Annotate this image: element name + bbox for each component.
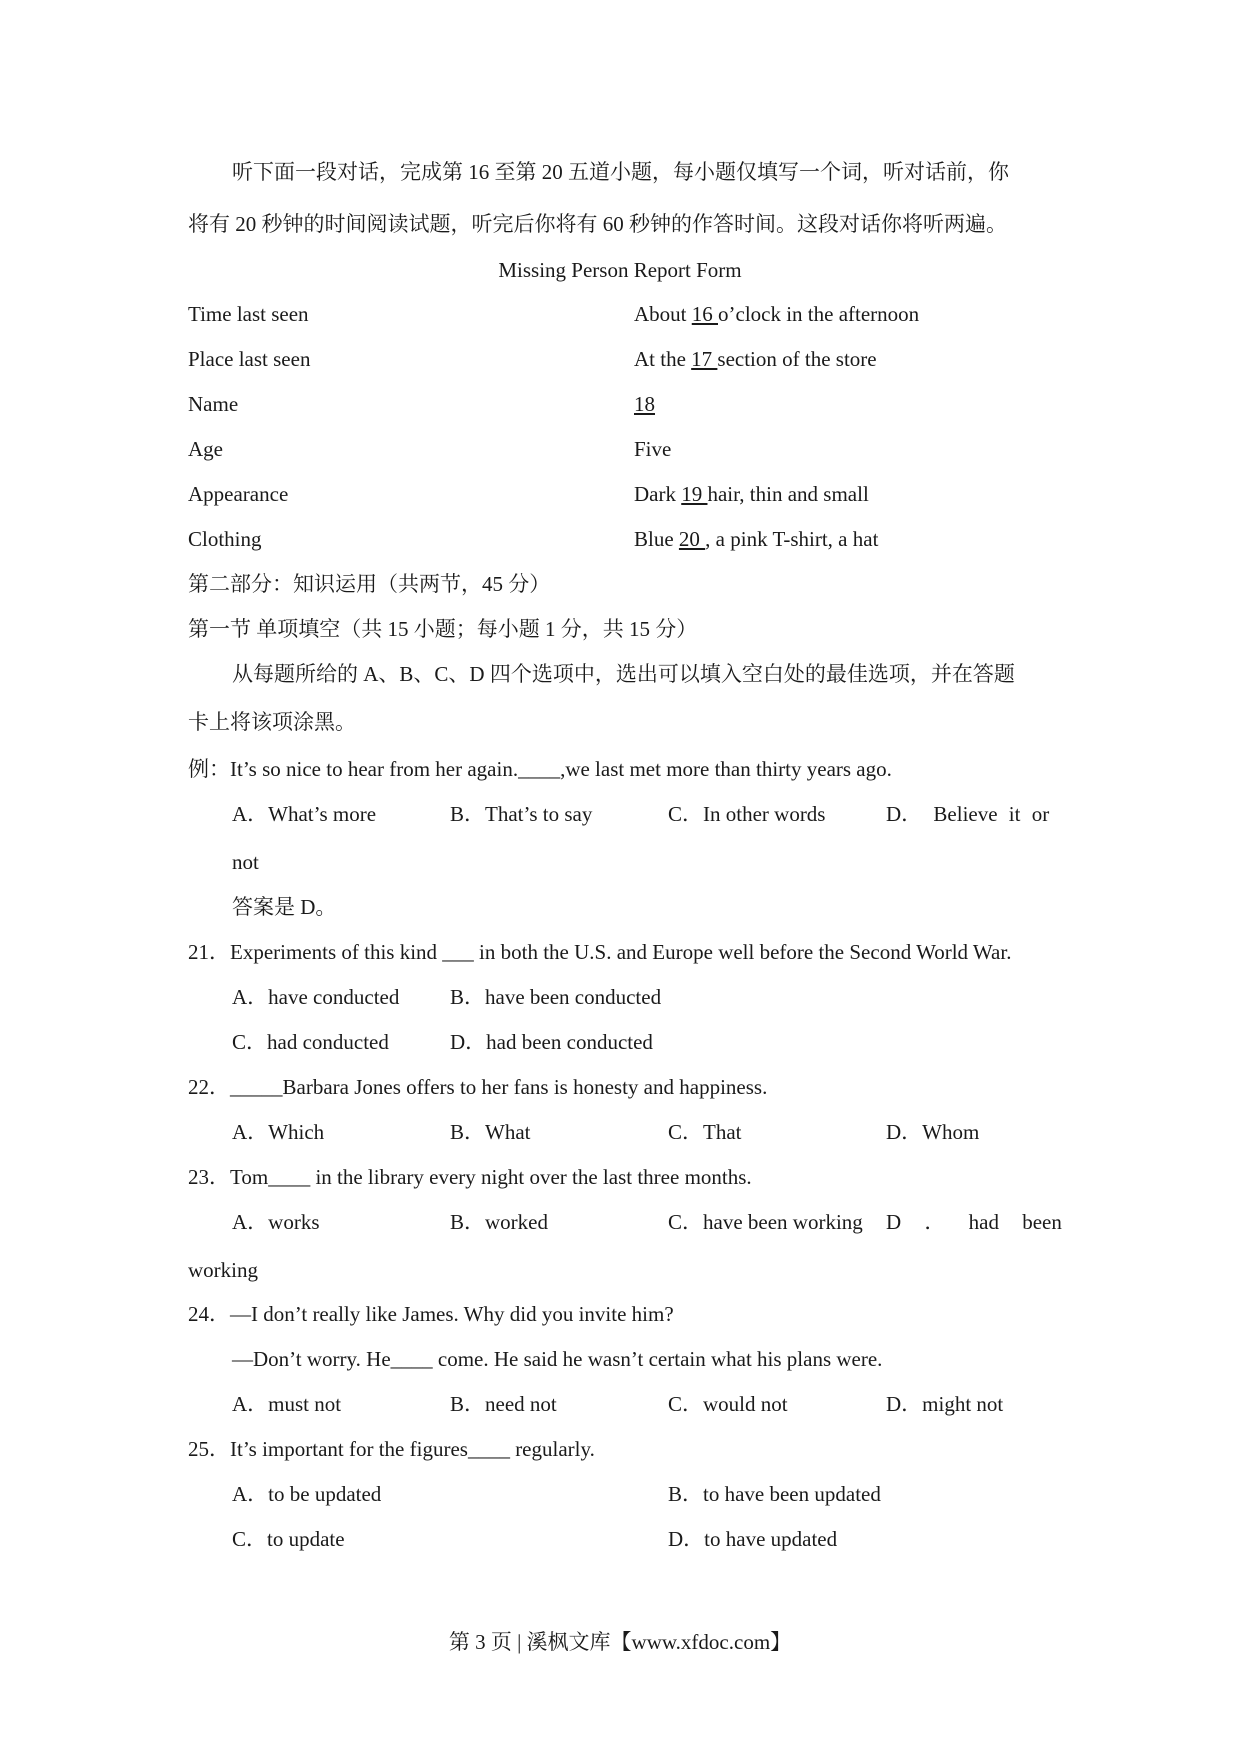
blank-19: 19 bbox=[681, 482, 708, 506]
q24-option-b: B．need not bbox=[450, 1392, 557, 1416]
form-label-clothing: Clothing bbox=[188, 527, 262, 551]
example-answer: 答案是 D。 bbox=[232, 895, 337, 919]
q21-option-d: D．had been conducted bbox=[450, 1030, 653, 1054]
form-title: Missing Person Report Form bbox=[498, 258, 742, 282]
q23-option-d-cont: working bbox=[188, 1258, 258, 1282]
form-label-appearance: Appearance bbox=[188, 482, 289, 506]
example-option-c: C．In other words bbox=[668, 802, 826, 826]
instructions-line-2: 卡上将该项涂黑。 bbox=[188, 710, 356, 734]
q25-stem: 25．It’s important for the figures____ regularly. bbox=[188, 1437, 595, 1461]
q23-stem: 23．Tom____ in the library every night over the last three months. bbox=[188, 1165, 752, 1189]
intro-line-2: 将有 20 秒钟的时间阅读试题，听完后你将有 60 秒钟的作答时间。这段对话你将听两遍。 bbox=[188, 212, 1007, 236]
form-value-time: About 16 o’clock in the afternoon bbox=[634, 302, 920, 326]
q24-option-c: C．would not bbox=[668, 1392, 788, 1416]
blank-16: 16 bbox=[691, 302, 718, 326]
q22-option-c: C．That bbox=[668, 1120, 742, 1144]
part2-heading: 第二部分：知识运用（共两节，45 分） bbox=[188, 572, 551, 596]
form-value-age: Five bbox=[634, 437, 672, 461]
q21-option-b: B．have been conducted bbox=[450, 985, 662, 1009]
blank-18: 18 bbox=[634, 392, 655, 416]
intro-line-1: 听下面一段对话，完成第 16 至第 20 五道小题，每小题仅填写一个词，听对话前，你 bbox=[232, 160, 1009, 184]
form-value-place: At the 17 section of the store bbox=[634, 347, 877, 371]
q25-option-c: C．to update bbox=[232, 1527, 345, 1551]
q22-option-d: D．Whom bbox=[886, 1120, 980, 1144]
q21-option-a: A．have conducted bbox=[232, 985, 400, 1009]
example-option-a: A．What’s more bbox=[232, 802, 377, 826]
q24-option-a: A．must not bbox=[232, 1392, 342, 1416]
form-label-name: Name bbox=[188, 392, 239, 416]
form-value-appearance: Dark 19 hair, thin and small bbox=[634, 482, 869, 506]
q22-option-a: A．Which bbox=[232, 1120, 325, 1144]
q24-stem: 24．—I don’t really like James. Why did you invite him? bbox=[188, 1302, 674, 1326]
q22-option-b: B．What bbox=[450, 1120, 531, 1144]
instructions-line-1: 从每题所给的 A、B、C、D 四个选项中，选出可以填入空白处的最佳选项，并在答题 bbox=[232, 662, 1015, 686]
example-stem: 例：It’s so nice to hear from her again.____,we last met more than thirty years ago. bbox=[188, 757, 892, 781]
q23-option-b: B．worked bbox=[450, 1210, 548, 1234]
example-option-b: B．That’s to say bbox=[450, 802, 593, 826]
q23-option-d: D ． had been bbox=[886, 1210, 1062, 1234]
form-value-name bbox=[634, 390, 655, 418]
example-option-d-cont: not bbox=[232, 850, 259, 874]
q25-option-d: D．to have updated bbox=[668, 1527, 838, 1551]
example-option-d: D． Believe it or bbox=[886, 802, 1050, 826]
page-footer: 第 3 页 | 溪枫文库【www.xfdoc.com】 bbox=[448, 1630, 792, 1654]
q24-stem-2: —Don’t worry. He____ come. He said he wasn’t certain what his plans were. bbox=[232, 1347, 883, 1371]
section1-heading: 第一节 单项填空（共 15 小题；每小题 1 分，共 15 分） bbox=[188, 617, 698, 641]
blank-20: 20 bbox=[678, 527, 706, 551]
form-label-time: Time last seen bbox=[188, 302, 309, 326]
q22-stem: 22．_____Barbara Jones offers to her fans is honesty and happiness. bbox=[188, 1075, 768, 1099]
q21-stem: 21．Experiments of this kind ___ in both the U.S. and Europe well before the Second World War. bbox=[188, 940, 1012, 964]
q24-option-d: D．might not bbox=[886, 1392, 1004, 1416]
form-label-place: Place last seen bbox=[188, 347, 311, 371]
q23-option-c: C．have been working bbox=[668, 1210, 863, 1234]
q21-option-c: C．had conducted bbox=[232, 1030, 389, 1054]
form-value-clothing: Blue 20 , a pink T-shirt, a hat bbox=[634, 527, 879, 551]
q25-option-a: A．to be updated bbox=[232, 1482, 382, 1506]
blank-17: 17 bbox=[691, 347, 718, 371]
form-label-age: Age bbox=[188, 437, 223, 461]
q25-option-b: B．to have been updated bbox=[668, 1482, 881, 1506]
q23-option-a: A．works bbox=[232, 1210, 320, 1234]
